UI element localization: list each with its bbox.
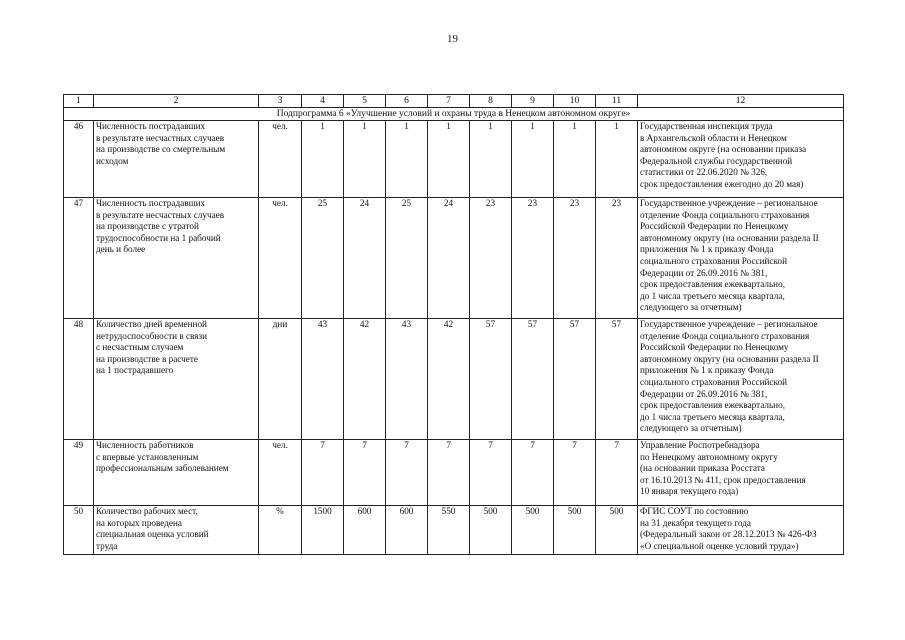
indicator-name-line: Количество рабочих мест,: [96, 506, 198, 516]
column-header: 11: [596, 95, 638, 108]
data-source-line: отделение Фонда социального страхования: [640, 330, 810, 341]
indicator-value: 57: [470, 319, 512, 440]
table-row: [64, 121, 844, 198]
indicator-name-line: на которых проведена: [96, 517, 182, 528]
indicator-name: [94, 319, 259, 440]
indicator-value: 1: [302, 121, 344, 198]
indicator-value: 7: [470, 440, 512, 506]
indicator-name-line: на производстве с утратой: [96, 221, 199, 232]
column-header: 12: [638, 95, 844, 108]
table-row: [64, 198, 844, 319]
unit-of-measure: дни: [259, 319, 302, 440]
column-header: 3: [259, 95, 302, 108]
unit-of-measure: %: [259, 506, 302, 555]
column-header: 10: [554, 95, 596, 108]
indicator-name-line: Численность работников: [96, 440, 194, 450]
column-header: 8: [470, 95, 512, 108]
data-source-line: социального страхования Российской: [640, 255, 788, 266]
indicator-name-line: день и более: [96, 244, 146, 255]
indicator-name-line: в результате несчастных случаев: [96, 132, 225, 143]
indicator-value: 1: [554, 121, 596, 198]
indicator-value: 57: [554, 319, 596, 440]
indicator-value: 500: [596, 506, 638, 555]
data-source: [638, 440, 844, 506]
unit-of-measure: чел.: [259, 121, 302, 198]
data-source-line: Управление Роспотребнадзора: [640, 440, 760, 450]
data-source-line: срок предоставления ежегодно до 20 мая): [640, 178, 804, 189]
data-source-line: срок предоставления ежеквартально,: [640, 279, 785, 290]
data-source-line: автономному округу (на основании раздела II: [640, 353, 819, 364]
data-source-line: до 1 числа третьего месяца квартала,: [640, 290, 785, 301]
data-source-line: Государственное учреждение – региональное: [640, 319, 818, 329]
indicator-value: 600: [386, 506, 428, 555]
data-source-line: (Федеральный закон от 28.12.2013 № 426-ФЗ: [640, 529, 817, 540]
indicator-name-line: Численность пострадавших: [96, 121, 206, 131]
indicator-value: 25: [386, 198, 428, 319]
indicator-value: 7: [512, 440, 554, 506]
indicator-name-line: трудоспособности на 1 рабочий: [96, 232, 221, 243]
indicator-value: 1: [470, 121, 512, 198]
indicator-name-line: исходом: [96, 155, 129, 166]
data-source-line: следующего за отчетным): [640, 423, 742, 434]
indicator-value: 43: [386, 319, 428, 440]
data-source-line: Российской Федерации по Ненецкому: [640, 221, 789, 232]
data-source-line: на 31 декабря текущего года: [640, 517, 751, 528]
indicator-name: [94, 440, 259, 506]
data-source-line: социального страхования Российской: [640, 376, 788, 387]
indicator-name-line: на производстве в расчете: [96, 353, 198, 364]
indicator-name-line: с несчастным случаем: [96, 342, 184, 353]
column-header: 6: [386, 95, 428, 108]
indicator-value: 1: [428, 121, 470, 198]
column-header: 9: [512, 95, 554, 108]
subprogram-title: Подпрограмма 6 «Улучшение условий и охраны труда в Ненецком автономном округе»: [64, 108, 844, 121]
indicator-value: 1: [596, 121, 638, 198]
data-source: [638, 198, 844, 319]
indicator-name: [94, 121, 259, 198]
indicator-value: 1500: [302, 506, 344, 555]
row-number: 46: [64, 121, 94, 198]
indicator-name-line: труда: [96, 540, 118, 551]
data-source-line: автономном округе (на основании приказа: [640, 144, 807, 155]
data-source-line: автономному округу (на основании раздела II: [640, 232, 819, 243]
subprogram-row: [64, 108, 844, 121]
indicator-value: 57: [596, 319, 638, 440]
column-header: 2: [94, 95, 259, 108]
indicator-value: 23: [470, 198, 512, 319]
indicator-value: 500: [470, 506, 512, 555]
indicator-value: 23: [512, 198, 554, 319]
indicator-value: 57: [512, 319, 554, 440]
table-row: [64, 440, 844, 506]
unit-of-measure: чел.: [259, 440, 302, 506]
indicator-value: 1: [386, 121, 428, 198]
indicator-value: 7: [596, 440, 638, 506]
indicator-value: 500: [554, 506, 596, 555]
data-source: [638, 506, 844, 555]
data-source-line: отделение Фонда социального страхования: [640, 209, 810, 220]
data-source-line: ФГИС СОУТ по состоянию: [640, 506, 749, 516]
data-source-line: от 16.10.2013 № 411, срок предоставления: [640, 474, 806, 485]
indicator-name-line: нетрудоспособности в связи: [96, 330, 208, 341]
indicator-name-line: специальная оценка условий: [96, 529, 209, 540]
indicator-name-line: в результате несчастных случаев: [96, 209, 225, 220]
indicator-name-line: Количество дней временной: [96, 319, 207, 329]
data-source-line: Российской Федерации по Ненецкому: [640, 342, 789, 353]
row-number: 50: [64, 506, 94, 555]
data-source-line: Федерации от 26.09.2016 № 381,: [640, 388, 768, 399]
indicator-value: 42: [344, 319, 386, 440]
data-source-line: Государственное учреждение – региональное: [640, 198, 818, 208]
column-header: 4: [302, 95, 344, 108]
data-source-line: приложения № 1 к приказу Фонда: [640, 244, 774, 255]
indicator-value: 500: [512, 506, 554, 555]
indicator-value: 43: [302, 319, 344, 440]
indicator-value: 25: [302, 198, 344, 319]
table-row: [64, 319, 844, 440]
indicator-value: 550: [428, 506, 470, 555]
indicator-name-line: Численность пострадавших: [96, 198, 206, 208]
indicator-value: 600: [344, 506, 386, 555]
indicator-value: 7: [344, 440, 386, 506]
data-source-line: срок предоставления ежеквартально,: [640, 400, 785, 411]
indicator-value: 23: [596, 198, 638, 319]
data-source-line: (на основании приказа Росстата: [640, 463, 765, 474]
data-source-line: в Архангельской области и Ненецком: [640, 132, 787, 143]
column-header: 1: [64, 95, 94, 108]
column-header: 5: [344, 95, 386, 108]
indicator-value: 7: [386, 440, 428, 506]
row-number: 47: [64, 198, 94, 319]
indicator-value: 1: [344, 121, 386, 198]
data-source-line: Государственная инспекция труда: [640, 121, 773, 131]
indicator-name-line: на производстве со смертельным: [96, 144, 226, 155]
indicator-value: 42: [428, 319, 470, 440]
row-number: 49: [64, 440, 94, 506]
indicator-value: 7: [302, 440, 344, 506]
data-source-line: следующего за отчетным): [640, 302, 742, 313]
data-source: [638, 319, 844, 440]
indicator-name-line: на 1 пострадавшего: [96, 365, 174, 376]
data-source-line: по Ненецкому автономному округу: [640, 451, 778, 462]
indicator-name-line: профессиональным заболеванием: [96, 463, 229, 474]
indicator-value: 7: [554, 440, 596, 506]
indicator-value: 24: [344, 198, 386, 319]
row-number: 48: [64, 319, 94, 440]
unit-of-measure: чел.: [259, 198, 302, 319]
data-source-line: до 1 числа третьего месяца квартала,: [640, 411, 785, 422]
data-source-line: приложения № 1 к приказу Фонда: [640, 365, 774, 376]
indicator-name: [94, 198, 259, 319]
data-source-line: Федерации от 26.09.2016 № 381,: [640, 267, 768, 278]
data-source-line: «О специальной оценке условий труда»): [640, 540, 799, 551]
indicator-name: [94, 506, 259, 555]
indicator-name-line: с впервые установленным: [96, 451, 199, 462]
indicators-table: [63, 94, 844, 555]
data-source-line: Федеральной службы государственной: [640, 155, 793, 166]
page-number: 19: [447, 33, 458, 45]
table-row: [64, 506, 844, 555]
indicator-value: 24: [428, 198, 470, 319]
table-header-row: [64, 95, 844, 108]
indicator-value: 1: [512, 121, 554, 198]
indicator-value: 23: [554, 198, 596, 319]
data-source-line: 10 января текущего года): [640, 486, 739, 497]
data-source-line: статистики от 22.06.2020 № 326,: [640, 167, 768, 178]
data-source: [638, 121, 844, 198]
column-header: 7: [428, 95, 470, 108]
indicator-value: 7: [428, 440, 470, 506]
